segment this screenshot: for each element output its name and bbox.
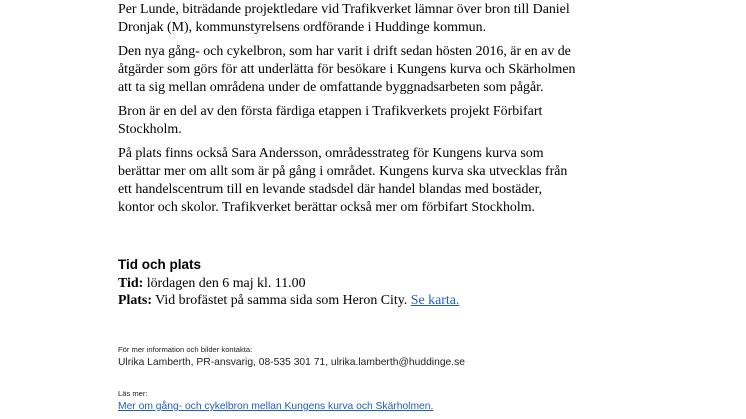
time-value: lördagen den 6 maj kl. 11.00: [143, 276, 306, 291]
paragraph-4-line-1: På plats finns också Sara Andersson, områdesstrateg för Kungens kurva som: [118, 146, 544, 161]
contact-intro: För mer information och bilder kontakta:: [118, 345, 253, 354]
read-more-link[interactable]: Mer om gång- och cykelbron mellan Kungens kurva och Skärholmen.: [118, 401, 434, 412]
read-more-label: Läs mer:: [118, 389, 148, 398]
time-label: Tid:: [118, 276, 144, 291]
paragraph-2-line-3: att ta sig mellan områdena under de omfattande byggnadsarbeten som pågår.: [118, 80, 544, 95]
paragraph-2-line-2: åtgärder som görs för att underlätta för besökare i Kungens kurva och Skärholmen: [118, 62, 576, 77]
paragraph-2-line-1: Den nya gång- och cykelbron, som har varit i drift sedan hösten 2016, är en av de: [118, 44, 571, 59]
paragraph-1-line-2: Dronjak (M), kommunstyrelsens ordförande i Huddinge kommun.: [118, 20, 487, 35]
contact-details: Ulrika Lamberth, PR-ansvarig, 08-535 301 71, ulrika.lamberth@huddinge.se: [118, 357, 466, 368]
event-time: [118, 275, 306, 293]
paragraph-4-line-4: kontor och skolor. Trafikverket berättar också mer om förbifart Stockholm.: [118, 200, 536, 215]
paragraph-3-line-2: Stockholm.: [118, 122, 182, 137]
place-value: Vid brofästet på samma sida som Heron City.: [151, 293, 411, 308]
paragraph-4-line-3: ett handelscentrum till en levande stadsdel där handel blandas med bostäder,: [118, 182, 543, 197]
paragraph-1-line-1: Per Lunde, biträdande projektledare vid Trafikverket lämnar över bron till Daniel: [118, 2, 570, 17]
map-link[interactable]: Se karta.: [410, 293, 460, 308]
event-heading: Tid och plats: [118, 257, 202, 272]
paragraph-3-line-1: Bron är en del av den första färdiga etappen i Trafikverkets projekt Förbifart: [118, 104, 543, 119]
paragraph-4-line-2: berättar mer om allt som är på gång i området. Kungens kurva ska utvecklas från: [118, 164, 568, 179]
event-place: [118, 292, 459, 310]
place-label: Plats:: [118, 293, 152, 308]
